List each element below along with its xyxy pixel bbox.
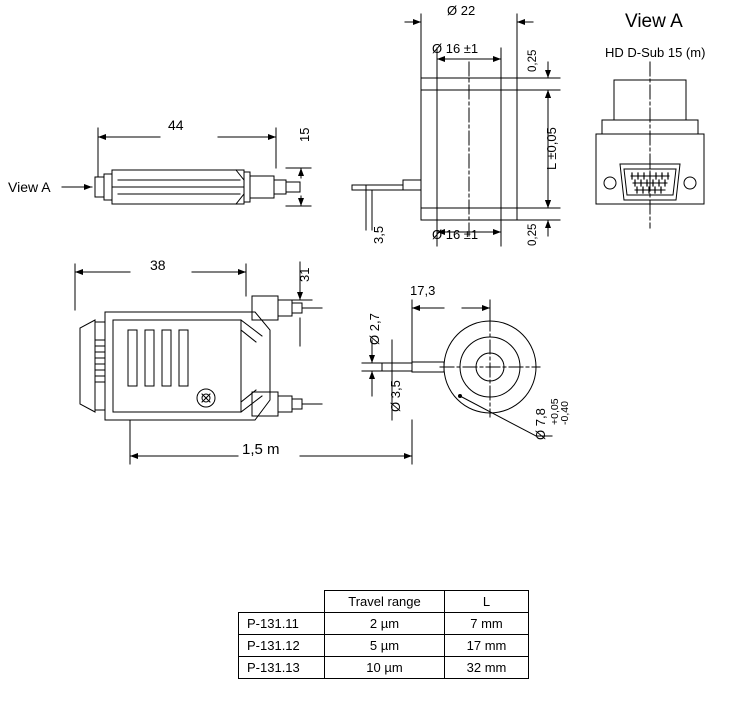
dim-1-5m: 1,5 m <box>242 441 280 458</box>
table-header-l: L <box>445 591 529 613</box>
dim-d7-8-tol-lower: -0,40 <box>559 401 571 425</box>
travel-range-value: 2 µm <box>325 613 445 635</box>
dim-d7-8-tol-upper: +0,05 <box>549 398 561 425</box>
model-name: P-131.12 <box>239 635 325 657</box>
dim-025-top: 0,25 <box>527 49 539 72</box>
dim-31: 31 <box>297 267 312 282</box>
model-spec-table <box>238 590 529 679</box>
table-row <box>239 635 529 657</box>
model-name: P-131.11 <box>239 613 325 635</box>
view-a-callout: View A <box>8 179 51 195</box>
view-a-title: View A <box>625 11 683 32</box>
table-corner-blank <box>239 591 325 613</box>
travel-range-value: 10 µm <box>325 657 445 679</box>
table-row <box>239 613 529 635</box>
dim-d22: Ø 22 <box>447 3 476 18</box>
connector-type-label: HD D-Sub 15 (m) <box>605 45 706 60</box>
l-value: 32 mm <box>445 657 529 679</box>
dim-d16-bottom: Ø 16 ±1 <box>432 227 479 242</box>
dim-d3-5: Ø 3,5 <box>388 380 403 412</box>
dim-l-tolerance: L ±0,05 <box>544 127 559 170</box>
l-value: 17 mm <box>445 635 529 657</box>
table-header-travel-range: Travel range <box>325 591 445 613</box>
table-header-row <box>239 591 529 613</box>
table-row <box>239 657 529 679</box>
model-name: P-131.13 <box>239 657 325 679</box>
travel-range-value: 5 µm <box>325 635 445 657</box>
dim-44: 44 <box>168 117 184 133</box>
dim-38: 38 <box>150 257 166 273</box>
dim-d2-7: Ø 2,7 <box>367 313 382 345</box>
dim-15: 15 <box>297 127 312 142</box>
dim-3-5-cable: 3,5 <box>371 225 386 244</box>
dim-d7-8: Ø 7,8 <box>533 408 548 440</box>
dim-d16-top: Ø 16 ±1 <box>432 41 479 56</box>
dim-025-bottom: 0,25 <box>527 223 539 246</box>
dim-17-3: 17,3 <box>410 283 436 298</box>
l-value: 7 mm <box>445 613 529 635</box>
